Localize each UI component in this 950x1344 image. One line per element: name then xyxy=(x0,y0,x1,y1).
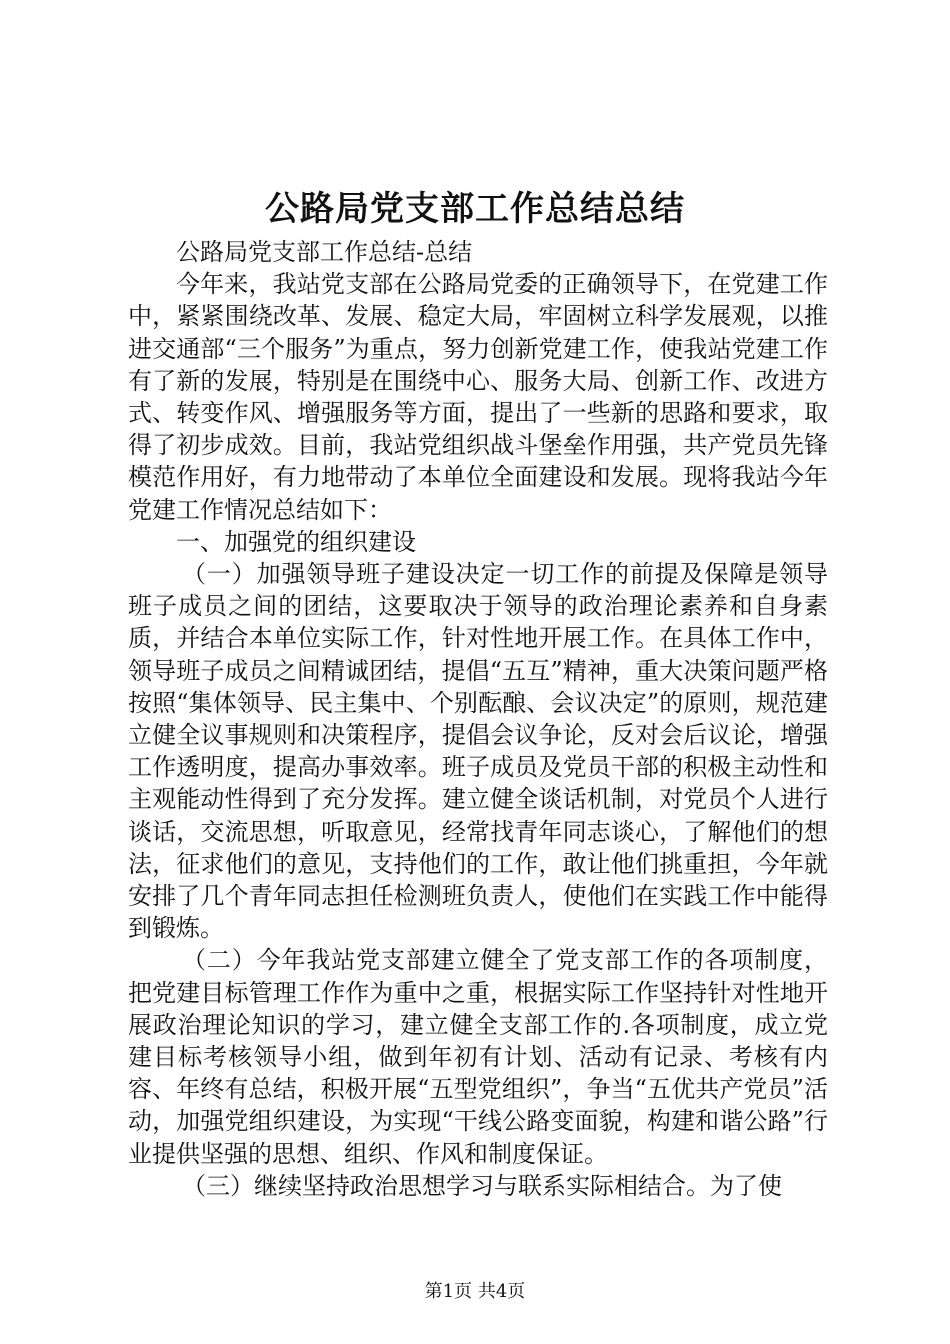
section-heading-1: 一、加强党的组织建设 xyxy=(176,527,416,556)
paragraph-intro: 今年来，我站党支部在公路局党委的正确领导下，在党建工作中，紧紧围绕改革、发展、稳定大局，牢固树立科学发展观，以推进交通部“三个服务”为重点，努力创新党建工作，使我站党建工作有了新的发展，特别是在围绕中心、服务大局、创新工作、改进方式、转变作风、增强服务等方面，提出了一些新的思路和要求，取得了初步成效。目前，我站党组织战斗堡垒作用强，共产党员先锋模范作用好，有力地带动了本单位全面建设和发展。现将我站今年党建工作情况总结如下： xyxy=(128,270,828,524)
paragraph-item-1: （一）加强领导班子建设决定一切工作的前提及保障是领导班子成员之间的团结，这要取决于领导的政治理论素养和自身素质，并结合本单位实际工作，针对性地开展工作。在具体工作中，领导班子成员之间精诚团结，提倡“五互”精神，重大决策问题严格按照“集体领导、民主集中、个别酝酿、会议决定”的原则，规范建立健全议事规则和决策程序，提倡会议争论，反对会后议论，增强工作透明度，提高办事效率。班子成员及党员干部的积极主动性和主观能动性得到了充分发挥。建立健全谈话机制，对党员个人进行谈话，交流思想，听取意见，经常找青年同志谈心，了解他们的想法，征求他们的意见，支持他们的工作，敢让他们挑重担，今年就安排了几个青年同志担任检测班负责人，使他们在实践工作中能得到锻炼。 xyxy=(128,560,828,943)
paragraph-item-3: （三）继续坚持政治思想学习与联系实际相结合。为了使 xyxy=(182,1171,782,1200)
page-number-footer: 第1页 共4页 xyxy=(424,1281,526,1302)
paragraph-item-2: （二）今年我站党支部建立健全了党支部工作的各项制度，把党建目标管理工作作为重中之重，根据实际工作坚持针对性地开展政治理论知识的学习，建立健全支部工作的.各项制度，成立党建目标考核领导小组，做到年初有计划、活动有记录、考核有内容、年终有总结，积极开展“五型党组织”，争当“五优共产党员”活动，加强党组织建设，为实现“干线公路变面貌，构建和谐公路”行业提供坚强的思想、组织、作风和制度保证。 xyxy=(128,946,828,1168)
document-subtitle: 公路局党支部工作总结-总结 xyxy=(176,238,473,266)
document-title: 公路局党支部工作总结总结 xyxy=(265,189,685,229)
document-body xyxy=(128,236,828,1202)
